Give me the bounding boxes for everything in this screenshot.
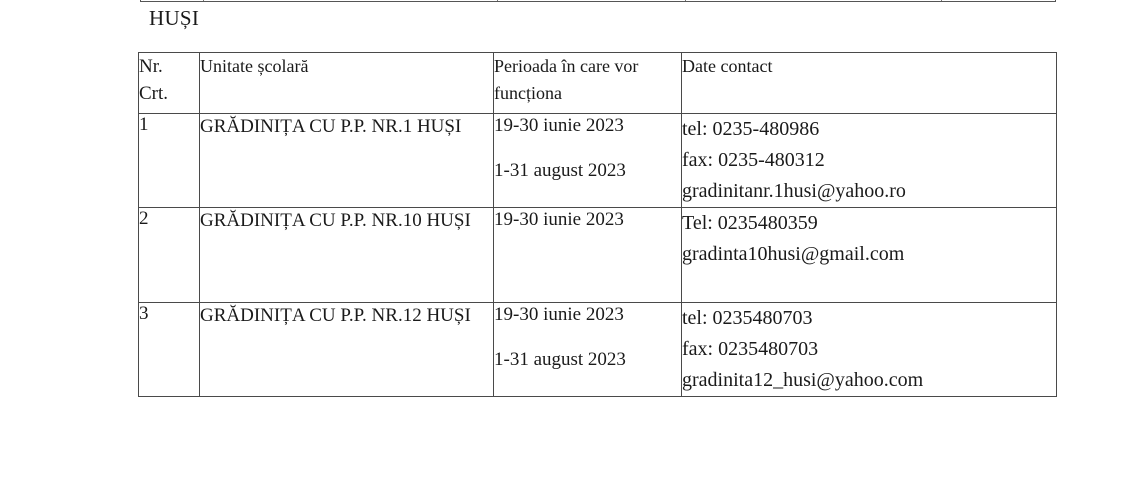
- contact-fax: fax: 0235-480312: [682, 149, 825, 171]
- unit-name: GRĂDINIȚA CU P.P. NR.12 HUȘI: [200, 303, 494, 397]
- contact-cell: [682, 114, 1057, 208]
- contact-tel: Tel: 0235480359: [682, 212, 818, 234]
- unit-name: GRĂDINIȚA CU P.P. NR.10 HUȘI: [200, 208, 494, 303]
- kindergarten-table: [138, 52, 1057, 397]
- contact-cell: [682, 208, 1057, 303]
- period-cell: [494, 208, 682, 303]
- contact-email: gradinitanr.1husi@yahoo.ro: [682, 180, 906, 202]
- table-row: [139, 114, 1057, 208]
- header-unit: Unitate școlară: [200, 53, 494, 114]
- table-row: [139, 208, 1057, 303]
- header-period: Perioada în care vor funcționa: [494, 53, 682, 114]
- column-divider: [941, 0, 942, 1]
- section-heading: HUȘI: [149, 6, 200, 30]
- unit-name: GRĂDINIȚA CU P.P. NR.1 HUȘI: [200, 114, 494, 208]
- contact-tel: tel: 0235480703: [682, 307, 813, 329]
- period-cell: [494, 114, 682, 208]
- contact-tel: tel: 0235-480986: [682, 118, 820, 140]
- period-june: 19-30 iunie 2023: [494, 209, 624, 230]
- table-header-row: [139, 53, 1057, 114]
- contact-email: gradinta10husi@gmail.com: [682, 243, 905, 265]
- contact-cell: [682, 303, 1057, 397]
- column-divider: [685, 0, 686, 1]
- contact-email: gradinita12_husi@yahoo.com: [682, 369, 924, 391]
- period-august: 1-31 august 2023: [494, 160, 626, 181]
- row-number: 2: [139, 208, 200, 303]
- period-june: 19-30 iunie 2023: [494, 115, 624, 136]
- period-august: 1-31 august 2023: [494, 349, 626, 370]
- header-nr-crt: [139, 53, 200, 114]
- header-nr-label: Nr.: [139, 56, 163, 77]
- period-cell: [494, 303, 682, 397]
- header-contact: Date contact: [682, 53, 1057, 114]
- row-number: 3: [139, 303, 200, 397]
- table-row: [139, 303, 1057, 397]
- period-june: 19-30 iunie 2023: [494, 304, 624, 325]
- column-divider: [497, 0, 498, 1]
- contact-fax: fax: 0235480703: [682, 338, 819, 360]
- column-divider: [203, 0, 204, 1]
- previous-table-remnant: [140, 0, 1056, 2]
- header-crt-label: Crt.: [139, 83, 169, 104]
- row-number: 1: [139, 114, 200, 208]
